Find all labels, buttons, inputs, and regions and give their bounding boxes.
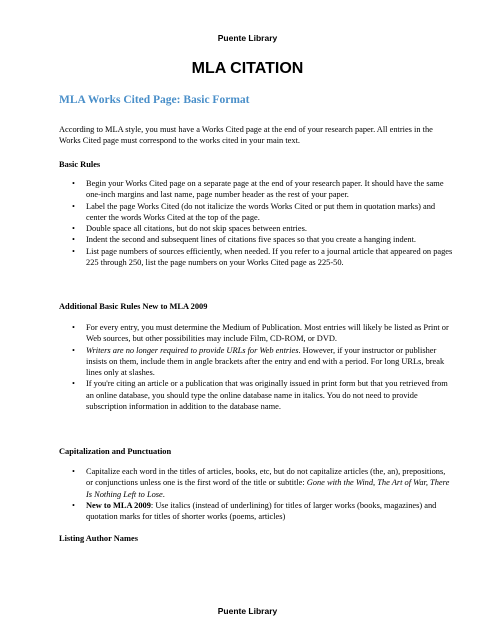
capitalization-list <box>59 466 454 522</box>
list-item <box>59 345 454 379</box>
list-item: • Double space all citations, but do not skip spaces between entries. <box>59 223 454 234</box>
italic-text: Writers are no longer required to provide URLs for Web entries <box>86 345 299 355</box>
listing-author-heading: Listing Author Names <box>59 534 138 543</box>
page-title: MLA CITATION <box>191 60 304 77</box>
list-item: • If you're citing an article or a publication that was originally issued in print form but that you retrieved from an online database, you should type the online database name in italics. You do not need to provide subscription information in addition to the database name. <box>59 378 454 412</box>
italic-text: Gone with the Wind, The Art of War, There Is Nothing Left to Lose <box>86 478 450 499</box>
page-footer: Puente Library <box>217 606 278 616</box>
list-item: • Begin your Works Cited page on a separate page at the end of your research paper. It should have the same one-inch margins and last name, page number header as the rest of your paper. <box>59 178 454 201</box>
list-item: • Indent the second and subsequent lines of citations five spaces so that you create a hanging indent. <box>59 234 454 245</box>
additional-rules-heading: Additional Basic Rules New to MLA 2009 <box>59 302 208 311</box>
list-item <box>59 466 454 500</box>
capitalization-heading: Capitalization and Punctuation <box>59 447 172 456</box>
basic-rules-heading: Basic Rules <box>59 160 101 169</box>
list-item <box>59 500 454 523</box>
bold-text: New to MLA 2009 <box>86 500 151 510</box>
section-subtitle: MLA Works Cited Page: Basic Format <box>59 94 250 106</box>
page-header: Puente Library <box>217 33 278 43</box>
additional-rules-list <box>59 322 454 412</box>
item-text: Capitalize each word in the titles of articles, books, etc, but do not capitalize articles (the, an), prepositions, or conjunctions unless one is the first word of the title or subtitle: <box>86 467 446 488</box>
intro-paragraph: According to MLA style, you must have a Works Cited page at the end of your research paper. All entries in the Works Cited page must correspond to the works cited in your main text. <box>59 125 433 146</box>
item-text: : Use italics (instead of underlining) for titles of larger works (books, magazines) and quotation marks for titles of shorter works (poems, articles) <box>86 500 437 522</box>
list-item: • For every entry, you must determine the Medium of Publication. Most entries will likely be listed as Print or Web sources, but other possibilities may include Film, CD-ROM, or DVD. <box>59 322 454 345</box>
list-item: • List page numbers of sources efficiently, when needed. If you refer to a journal article that appeared on pages 225 through 250, list the page numbers on your Works Cited page as 225-50. <box>59 246 454 269</box>
list-item: • Label the page Works Cited (do not italicize the words Works Cited or put them in quotation marks) and center the words Works Cited at the top of the page. <box>59 201 454 224</box>
item-text: . <box>162 489 165 499</box>
item-text: . However, if your instructor or publisher insists on them, include them in angle brackets after the entry and end with a period. For long URLs, break lines only at slashes. <box>86 345 445 378</box>
basic-rules-list <box>59 178 454 268</box>
